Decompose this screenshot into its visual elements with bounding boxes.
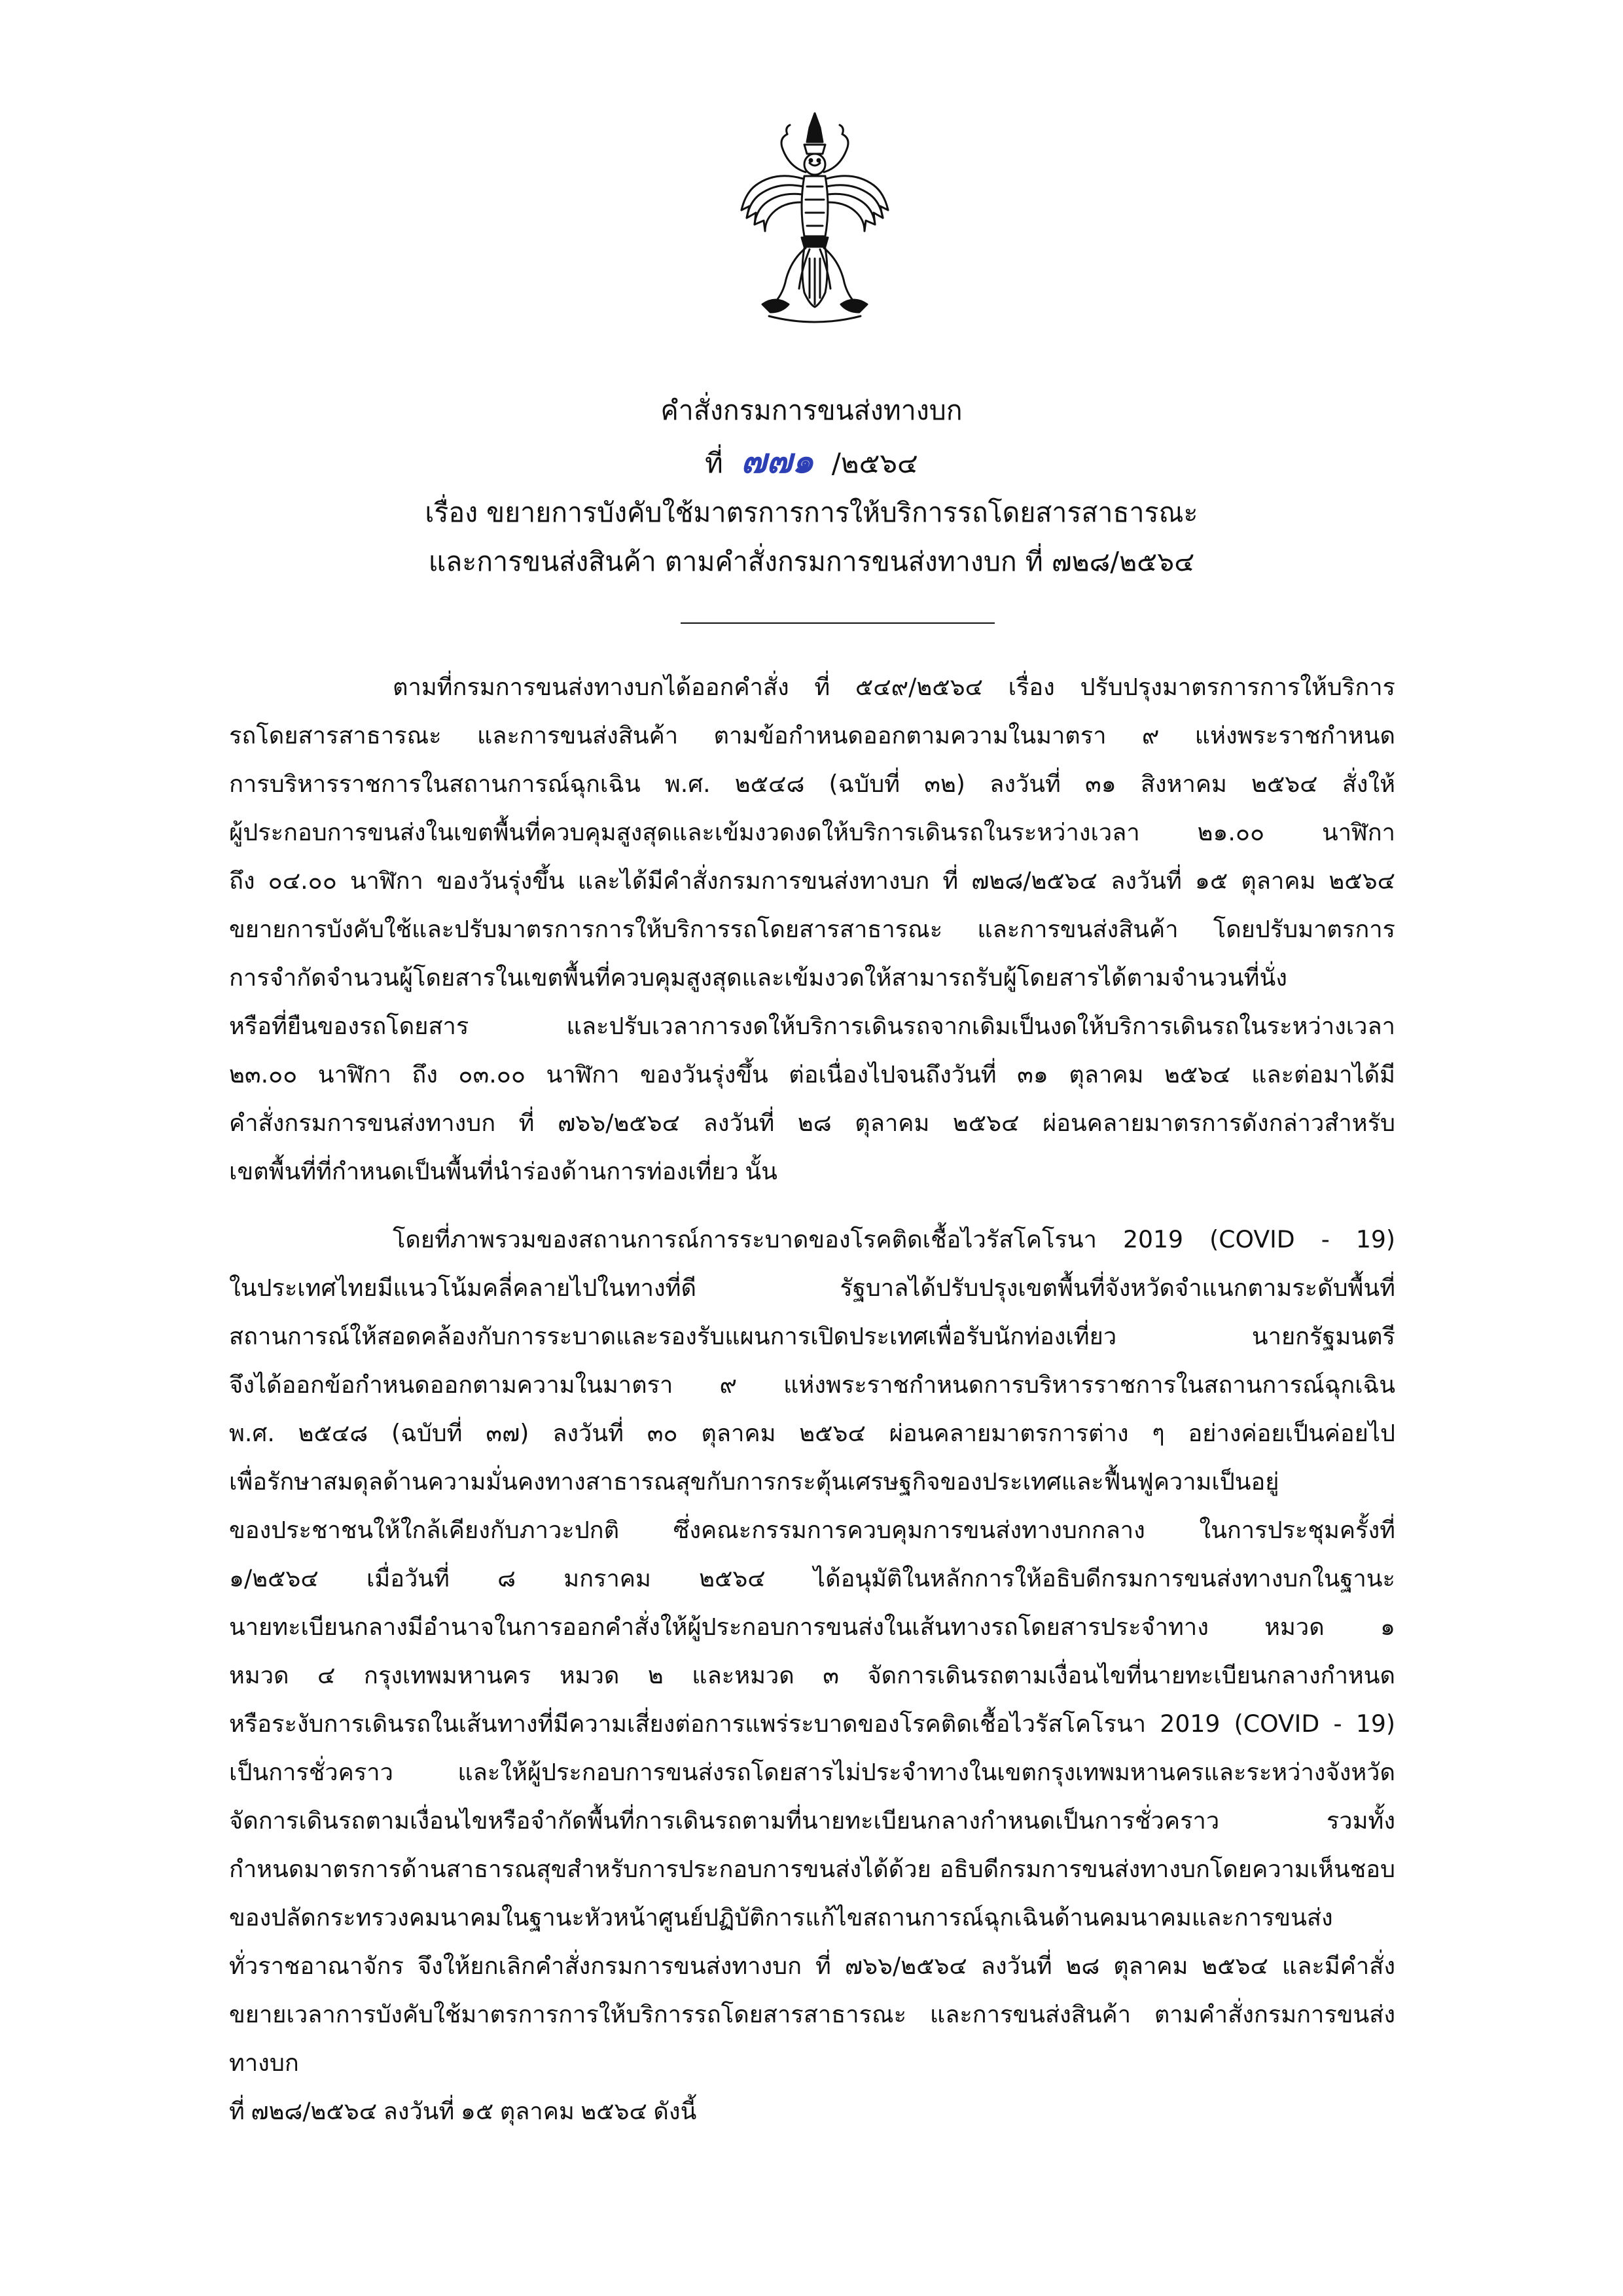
body-line: สถานการณ์ให้สอดคล้องกับการระบาดและรองรับแผนการเปิดประเทศเพื่อรับนักท่องเที่ยว นายกรัฐมนตรี — [229, 1322, 1395, 1350]
body-line: หมวด ๔ กรุงเทพมหานคร หมวด ๒ และหมวด ๓ จัดการเดินรถตามเงื่อนไขที่นายทะเบียนกลางกำหนด — [229, 1661, 1395, 1689]
body-line: กำหนดมาตรการด้านสาธารณสุขสำหรับการประกอบการขนส่งได้ด้วย อธิบดีกรมการขนส่งทางบกโดยความเห็นชอบ — [229, 1855, 1395, 1883]
paragraph-reasoning — [229, 1215, 1395, 2136]
body-line: เป็นการชั่วคราว และให้ผู้ประกอบการขนส่งรถโดยสารไม่ประจำทางในเขตกรุงเทพมหานครและระหว่างจังหวัด — [229, 1758, 1395, 1786]
body-line: พ.ศ. ๒๕๔๘ (ฉบับที่ ๓๗) ลงวันที่ ๓๐ ตุลาคม ๒๕๖๔ ผ่อนคลายมาตรการต่าง ๆ อย่างค่อยเป็นค่อยไป — [229, 1419, 1395, 1447]
body-line: หรือระงับการเดินรถในเส้นทางที่มีความเสี่ยงต่อการแพร่ระบาดของโรคติดเชื้อไวรัสโคโรนา 2019 (COVID - 19) — [229, 1710, 1395, 1738]
body-line: จัดการเดินรถตามเงื่อนไขหรือจำกัดพื้นที่การเดินรถตามที่นายทะเบียนกลางกำหนดเป็นการชั่วคราว รวมทั้ง — [229, 1806, 1395, 1835]
body-line: เพื่อรักษาสมดุลด้านความมั่นคงทางสาธารณสุขกับการกระตุ้นเศรษฐกิจของประเทศและฟื้นฟูความเป็นอยู่ — [229, 1467, 1279, 1496]
order-number-prefix: ที่ — [705, 447, 723, 479]
subject-line-1: เรื่อง ขยายการบังคับใช้มาตรการการให้บริการรถโดยสารสาธารณะ — [425, 497, 1198, 528]
body-line: โดยที่ภาพรวมของสถานการณ์การระบาดของโรคติดเชื้อไวรัสโคโรนา 2019 (COVID - 19) — [393, 1225, 1395, 1253]
subject-line-2: และการขนส่งสินค้า ตามคำสั่งกรมการขนส่งทางบก ที่ ๗๒๘/๒๕๖๔ — [428, 546, 1195, 577]
body-line: หรือที่ยืนของรถโดยสาร และปรับเวลาการงดให้บริการเดินรถจากเดิมเป็นงดให้บริการเดินรถในระหว่างเวลา — [229, 1012, 1395, 1040]
body-line: นายทะเบียนกลางมีอำนาจในการออกคำสั่งให้ผู้ประกอบการขนส่งในเส้นทางรถโดยสารประจำทาง หมวด ๑ — [229, 1613, 1395, 1641]
document-body — [229, 663, 1395, 2136]
body-line: ของประชาชนให้ใกล้เคียงกับภาวะปกติ ซึ่งคณะกรรมการควบคุมการขนส่งทางบกกลาง ในการประชุมครั้งที่ — [229, 1516, 1395, 1544]
body-line: ขยายการบังคับใช้และปรับมาตรการการให้บริการรถโดยสารสาธารณะ และการขนส่งสินค้า โดยปรับมาตรการ — [229, 915, 1395, 943]
body-line: ผู้ประกอบการขนส่งในเขตพื้นที่ควบคุมสูงสุดและเข้มงวดงดให้บริการเดินรถในระหว่างเวลา ๒๑.๐๐ นาฬิกา — [229, 818, 1395, 846]
header-divider — [681, 622, 995, 624]
body-line: เขตพื้นที่ที่กำหนดเป็นพื้นที่นำร่องด้านการท่องเที่ยว นั้น — [229, 1157, 777, 1185]
body-line: ๑/๒๕๖๔ เมื่อวันที่ ๘ มกราคม ๒๕๖๔ ได้อนุมัติในหลักการให้อธิบดีกรมการขนส่งทางบกในฐานะ — [229, 1564, 1395, 1592]
order-number-handwritten: ๗๗๑ — [741, 441, 814, 481]
body-line: ตามที่กรมการขนส่งทางบกได้ออกคำสั่ง ที่ ๕๔๙/๒๕๖๔ เรื่อง ปรับปรุงมาตรการการให้บริการ — [393, 673, 1395, 701]
garuda-emblem-icon — [736, 108, 893, 331]
body-line: คำสั่งกรมการขนส่งทางบก ที่ ๗๖๖/๒๕๖๔ ลงวันที่ ๒๘ ตุลาคม ๒๕๖๔ ผ่อนคลายมาตรการดังกล่าวสำหรับ — [229, 1109, 1395, 1137]
body-line: ของปลัดกระทรวงคมนาคมในฐานะหัวหน้าศูนย์ปฏิบัติการแก้ไขสถานการณ์ฉุกเฉินด้านคมนาคมและการขนส่ง — [229, 1903, 1333, 1931]
body-line: ในประเทศไทยมีแนวโน้มคลี่คลายไปในทางที่ดี รัฐบาลได้ปรับปรุงเขตพื้นที่จังหวัดจำแนกตามระดับพื้นที่ — [229, 1274, 1395, 1302]
order-number-suffix: /๒๕๖๔ — [831, 447, 918, 479]
body-line: การจำกัดจำนวนผู้โดยสารในเขตพื้นที่ควบคุมสูงสุดและเข้มงวดให้สามารถรับผู้โดยสารได้ตามจำนวนที่นั่ง — [229, 963, 1287, 992]
order-number-line — [0, 443, 1623, 482]
body-line: การบริหารราชการในสถานการณ์ฉุกเฉิน พ.ศ. ๒๕๔๘ (ฉบับที่ ๓๒) ลงวันที่ ๓๑ สิงหาคม ๒๕๖๔ สั่งให้ — [229, 770, 1396, 798]
body-line: จึงได้ออกข้อกำหนดออกตามความในมาตรา ๙ แห่งพระราชกำหนดการบริหารราชการในสถานการณ์ฉุกเฉิน — [229, 1371, 1395, 1399]
body-line: ที่ ๗๒๘/๒๕๖๔ ลงวันที่ ๑๕ ตุลาคม ๒๕๖๔ ดังนี้ — [229, 2097, 697, 2125]
body-line: ถึง ๐๔.๐๐ นาฬิกา ของวันรุ่งขึ้น และได้มีคำสั่งกรมการขนส่งทางบก ที่ ๗๒๘/๒๕๖๔ ลงวันที่ ๑๕ ตุลาคม ๒๕๖๔ — [229, 867, 1395, 895]
body-line: รถโดยสารสาธารณะ และการขนส่งสินค้า ตามข้อกำหนดออกตามความในมาตรา ๙ แห่งพระราชกำหนด — [229, 721, 1395, 749]
paragraph-background — [229, 663, 1395, 1196]
body-line: ขยายเวลาการบังคับใช้มาตรการการให้บริการรถโดยสารสาธารณะ และการขนส่งสินค้า ตามคำสั่งกรมการขนส่งทางบก — [229, 2000, 1395, 2077]
order-title: คำสั่งกรมการขนส่งทางบก — [660, 395, 963, 426]
body-line: ๒๓.๐๐ นาฬิกา ถึง ๐๓.๐๐ นาฬิกา ของวันรุ่งขึ้น ต่อเนื่องไปจนถึงวันที่ ๓๑ ตุลาคม ๒๕๖๔ และต่อมาได้มี — [229, 1060, 1395, 1088]
body-line: ทั่วราชอาณาจักร จึงให้ยกเลิกคำสั่งกรมการขนส่งทางบก ที่ ๗๖๖/๒๕๖๔ ลงวันที่ ๒๘ ตุลาคม ๒๕๖๔ และมีคำสั่ง — [229, 1952, 1395, 1980]
